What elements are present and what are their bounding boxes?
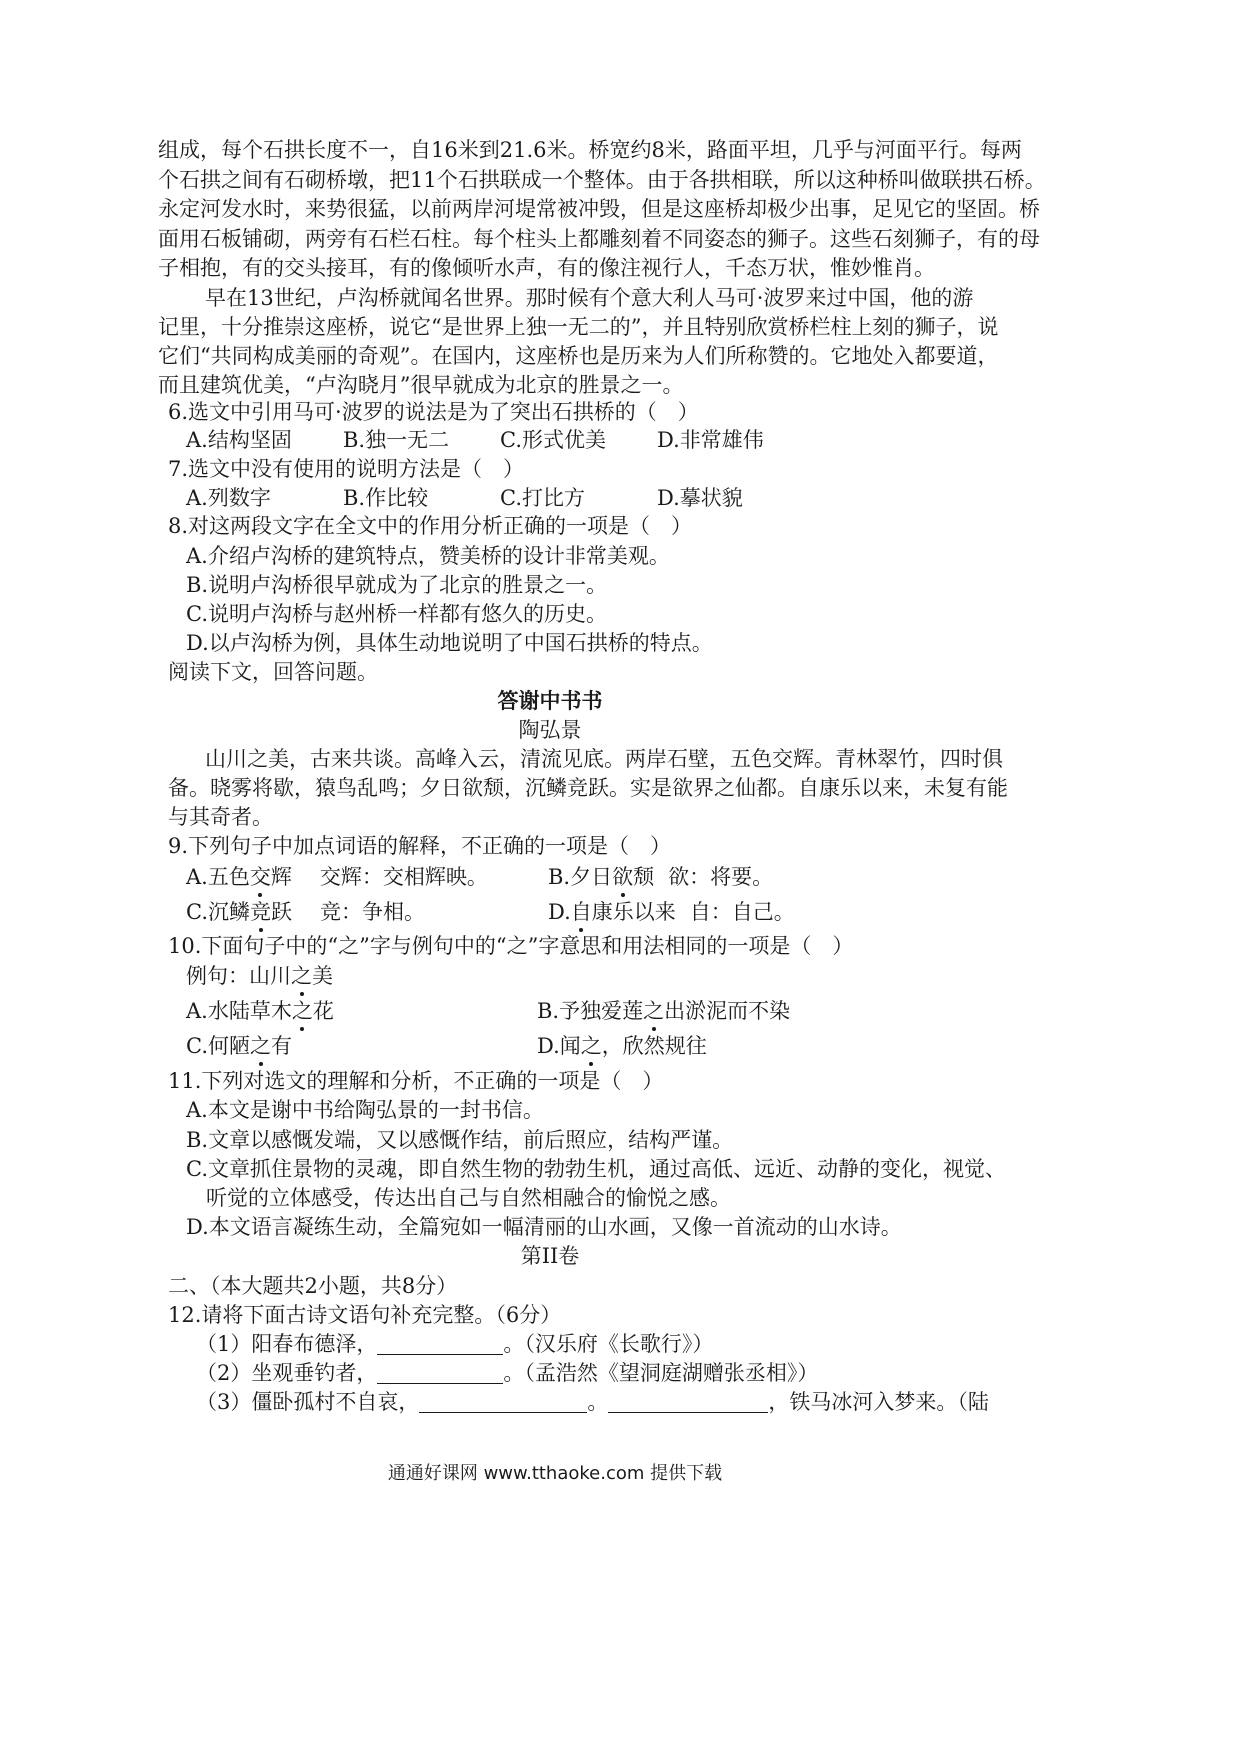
passage-line: 早在13世纪，卢沟桥就闻名世界。那时候有个意大利人马可·波罗来过中国，他的游 <box>205 286 974 310</box>
q11-option-a: A.本文是谢中书给陶弘景的一封书信。 <box>186 1098 544 1122</box>
question-11-stem: 11.下列对选文的理解和分析，不正确的一项是（ ） <box>168 1069 664 1093</box>
q11-option-c-cont: 听觉的立体感受，传达出自己与自然相融合的愉悦之感。 <box>206 1186 731 1210</box>
passage-line: 而且建筑优美，“卢沟晓月”很早就成为北京的胜景之一。 <box>158 373 684 397</box>
q7-option-a: A.列数字 <box>186 486 271 510</box>
q11-option-d: D.本文语言凝练生动，全篇宛如一幅清丽的山水画，又像一首流动的山水诗。 <box>186 1215 902 1239</box>
question-8-stem: 8.对这两段文字在全文中的作用分析正确的一项是（ ） <box>168 514 693 538</box>
q10-option-b: B.予独爱莲之出淤泥而不染 <box>537 996 790 1026</box>
q9-option-c: C.沉鳞竞跃 竞：争相。 <box>186 897 425 927</box>
q10-example: 例句：山川之美 <box>186 961 333 991</box>
q8-option-b: B.说明卢沟桥很早就成为了北京的胜景之一。 <box>186 573 608 597</box>
section-heading: 二、（本大题共2小题，共8分） <box>168 1274 458 1298</box>
passage-line: 组成，每个石拱长度不一，自16米到21.6米。桥宽约8米，路面平坦，几乎与河面平行。每两 <box>158 138 1022 162</box>
answer-blank[interactable] <box>377 1363 503 1384</box>
reading-instruction: 阅读下文，回答问题。 <box>168 660 378 684</box>
q6-option-b: B.独一无二 <box>343 428 450 452</box>
q12-item-3: （3）僵卧孤村不自哀， 。 ，铁马冰河入梦来。（陆 <box>196 1390 989 1414</box>
answer-blank[interactable] <box>608 1392 768 1413</box>
passage-line: 它们“共同构成美丽的奇观”。在国内，这座桥也是历来为人们所称赞的。它地处入都要道， <box>158 344 999 368</box>
question-9-stem: 9.下列句子中加点词语的解释，不正确的一项是（ ） <box>168 834 672 858</box>
passage-line: 面用石板铺砌，两旁有石栏石柱。每个柱头上都雕刻着不同姿态的狮子。这些石刻狮子，有的母 <box>158 227 1040 251</box>
q12-item-1: （1）阳春布德泽， 。（汉乐府《长歌行》） <box>196 1332 714 1356</box>
poem-line: 备。晓雾将歇，猿鸟乱鸣；夕日欲颓，沉鳞竞跃。实是欲界之仙都。自康乐以来，未复有能 <box>168 776 1008 800</box>
q6-option-a: A.结构坚固 <box>186 428 292 452</box>
passage-line: 永定河发水时，来势很猛，以前两岸河堤常被冲毁，但是这座桥却极少出事，足见它的坚固。桥 <box>158 197 1040 221</box>
q8-option-d: D.以卢沟桥为例，具体生动地说明了中国石拱桥的特点。 <box>186 631 713 655</box>
poem-line: 山川之美，古来共谈。高峰入云，清流见底。两岸石壁，五色交辉。青林翠竹，四时俱 <box>205 747 1003 771</box>
q11-option-b: B.文章以感慨发端，又以感慨作结，前后照应，结构严谨。 <box>186 1128 734 1152</box>
footer-watermark: 通通好课网 www.tthaoke.com 提供下载 <box>387 1463 723 1484</box>
q9-option-a: A.五色交辉 交辉：交相辉映。 <box>186 862 488 892</box>
q7-option-b: B.作比较 <box>343 486 429 510</box>
q11-option-c: C.文章抓住景物的灵魂，即自然生物的勃勃生机，通过高低、远近、动静的变化，视觉、 <box>186 1157 1006 1181</box>
answer-blank[interactable] <box>419 1392 587 1413</box>
question-6-stem: 6.选文中引用马可·波罗的说法是为了突出石拱桥的（ ） <box>168 400 699 424</box>
passage-line: 记里，十分推崇这座桥，说它“是世界上独一无二的”，并且特别欣赏桥栏柱上刻的狮子，说 <box>158 315 999 339</box>
question-7-stem: 7.选文中没有使用的说明方法是（ ） <box>168 457 525 481</box>
passage-line: 个石拱之间有石砌桥墩，把11个石拱联成一个整体。由于各拱相联，所以这种桥叫做联拱石桥。 <box>158 168 1046 192</box>
q7-option-c: C.打比方 <box>500 486 585 510</box>
q8-option-a: A.介绍卢沟桥的建筑特点，赞美桥的设计非常美观。 <box>186 544 670 568</box>
q6-option-c: C.形式优美 <box>500 428 606 452</box>
question-12-stem: 12.请将下面古诗文语句补充完整。（6分） <box>168 1303 562 1327</box>
poem-line: 与其奇者。 <box>168 805 273 829</box>
q7-option-d: D.摹状貌 <box>657 486 743 510</box>
q9-option-b: B.夕日欲颓 欲：将要。 <box>548 862 773 892</box>
q10-option-d: D.闻之，欣然规往 <box>537 1031 707 1061</box>
passage-line: 子相抱，有的交头接耳，有的像倾听水声，有的像注视行人，千态万状，惟妙惟肖。 <box>158 256 935 280</box>
question-10-stem: 10.下面句子中的“之”字与例句中的“之”字意思和用法相同的一项是（ ） <box>168 934 854 958</box>
q12-item-2: （2）坐观垂钓者， 。（孟浩然《望洞庭湖赠张丞相》） <box>196 1361 819 1385</box>
q10-option-c: C.何陋之有 <box>186 1031 292 1061</box>
answer-blank[interactable] <box>377 1334 503 1355</box>
q8-option-c: C.说明卢沟桥与赵州桥一样都有悠久的历史。 <box>186 602 607 626</box>
q10-option-a: A.水陆草木之花 <box>186 996 334 1026</box>
q6-option-d: D.非常雄伟 <box>657 428 764 452</box>
poem-author: 陶弘景 <box>518 718 582 742</box>
volume-heading: 第II卷 <box>520 1244 580 1268</box>
q9-option-d: D.自康乐以来 自：自己。 <box>548 897 795 927</box>
poem-title: 答谢中书书 <box>497 688 603 713</box>
